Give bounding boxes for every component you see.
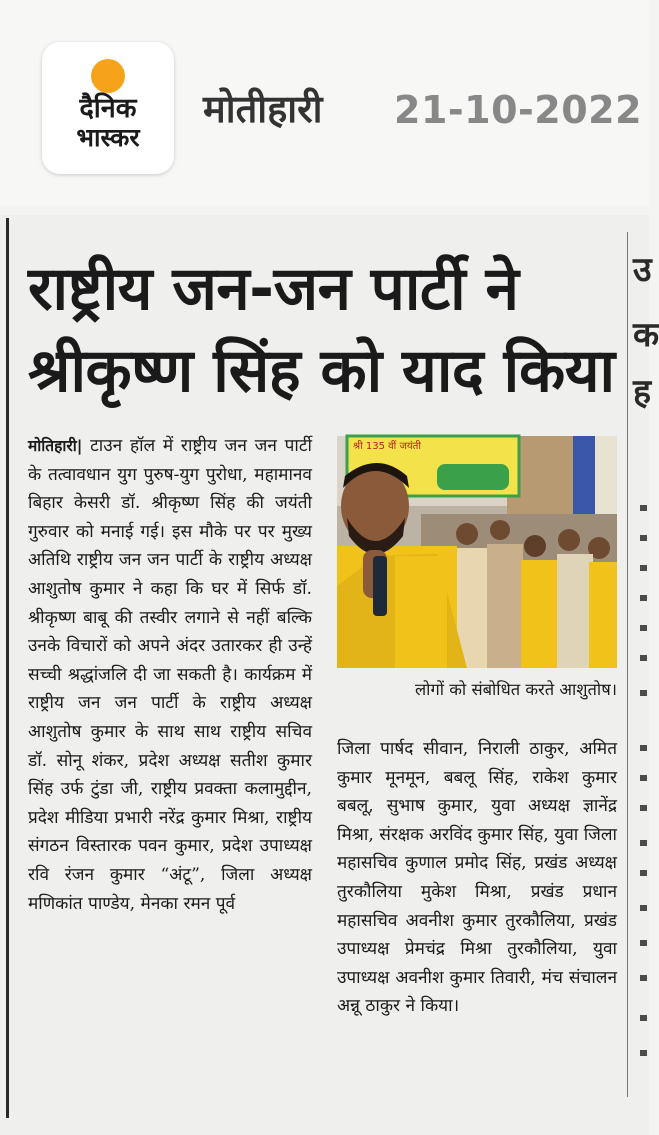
dainik-bhaskar-logo-icon[interactable] bbox=[42, 42, 174, 174]
adjacent-text-fragment bbox=[640, 1050, 647, 1056]
adjacent-text-fragment bbox=[640, 940, 647, 946]
adjacent-text-fragment bbox=[640, 595, 647, 601]
adjacent-article-fragment: क bbox=[633, 315, 659, 355]
photo-banner-text: श्री 135 वीं जयंती bbox=[353, 441, 421, 452]
edition-date: 21-10-2022 bbox=[394, 88, 643, 132]
article-body-2: जिला पार्षद सीवान, निराली ठाकुर, अमित कुमार मूनमून, बबलू सिंह, राकेश कुमार बबलू, सुभाष कुमार, युवा अध्यक्ष ज्ञानेंद्र मिश्रा, संरक्षक अरविंद कुमार सिंह, युवा जिला महासचिव कुणाल प्रमोद सिंह, प्रखंड अध्यक्ष तुरकौलिया मुकेश मिश्रा, प्रखंड प्रधान महासचिव अवनीश कुमार तुरकौलिया, प्रखंड उपाध्यक्ष प्रेमचंद्र मिश्रा तुरकौलिया, युवा उपाध्यक्ष अवनीश कुमार तिवारी, मंच संचालन अन्नू ठाकुर ने किया। bbox=[337, 739, 617, 1017]
adjacent-text-fragment bbox=[640, 905, 647, 911]
app-header bbox=[0, 0, 649, 205]
adjacent-text-fragment bbox=[640, 625, 647, 631]
photo-caption: लोगों को संबोधित करते आशुतोष। bbox=[414, 680, 617, 699]
adjacent-article-fragment: ह bbox=[633, 372, 652, 412]
adjacent-text-fragment bbox=[640, 775, 647, 781]
adjacent-text-fragment bbox=[640, 535, 647, 541]
adjacent-text-fragment bbox=[640, 505, 647, 511]
article-photo bbox=[337, 436, 617, 668]
adjacent-text-fragment bbox=[640, 870, 647, 876]
article-column-1 bbox=[28, 432, 312, 918]
adjacent-text-fragment bbox=[640, 745, 647, 751]
headline-line-2: श्रीकृष्ण सिंह को याद किया bbox=[28, 336, 615, 406]
adjacent-text-fragment bbox=[640, 565, 647, 571]
adjacent-text-fragment bbox=[640, 975, 647, 981]
article-headline bbox=[28, 248, 628, 412]
adjacent-text-fragment bbox=[640, 840, 647, 846]
edition-city: मोतीहारी bbox=[203, 87, 323, 131]
adjacent-article-fragment: उ bbox=[633, 250, 652, 290]
adjacent-text-fragment bbox=[640, 690, 647, 696]
adjacent-text-fragment bbox=[640, 655, 647, 661]
article-body-1: टाउन हॉल में राष्ट्रीय जन जन पार्टी के तत्वावधान युग पुरुष-युग पुरोधा, महामानव बिहार केसरी डॉ. श्रीकृष्ण सिंह की जयंती गुरुवार को मनाई गई। इस मौके पर पर मुख्य अतिथि राष्ट्रीय जन जन पार्टी के राष्ट्रीय अध्यक्ष आशुतोष कुमार ने कहा कि घर में सिर्फ डॉ. श्रीकृष्ण बाबू की तस्वीर लगाने से नहीं बल्कि उनके विचारों को अपने अंदर उतारकर ही उन्हें सच्ची श्रद्धांजलि दी जा सकती है। कार्यक्रम में राष्ट्रीय जन जन पार्टी के राष्ट्रीय अध्यक्ष आशुतोष कुमार के साथ साथ राष्ट्रीय सचिव डॉ. सोनू शंकर, प्रदेश अध्यक्ष सतीश कुमार सिंह उर्फ टुंडा जी, राष्ट्रीय प्रवक्ता कलामुद्दीन, प्रदेश मीडिया प्रभारी नरेंद्र कुमार मिश्रा, राष्ट्रीय संगठन विस्तारक पवन कुमार, प्रदेश उपाध्यक्ष रवि रंजन कुमार “अंटू”, जिला अध्यक्ष मणिकांत पाण्डेय, मेनका रमन पूर्व bbox=[28, 436, 312, 914]
clipping-left-border bbox=[6, 218, 9, 1118]
article-column-2 bbox=[337, 735, 617, 1021]
photo-illustration bbox=[337, 436, 617, 668]
logo-text-bhaskar: भास्कर bbox=[76, 123, 140, 152]
adjacent-text-fragment bbox=[640, 1015, 647, 1021]
headline-line-1: राष्ट्रीय जन-जन पार्टी ने bbox=[28, 254, 519, 324]
sun-icon bbox=[91, 59, 125, 93]
adjacent-text-fragment bbox=[640, 805, 647, 811]
logo-text-dainik: दैनिक bbox=[79, 93, 137, 124]
dateline: मोतिहारी| bbox=[28, 437, 83, 455]
